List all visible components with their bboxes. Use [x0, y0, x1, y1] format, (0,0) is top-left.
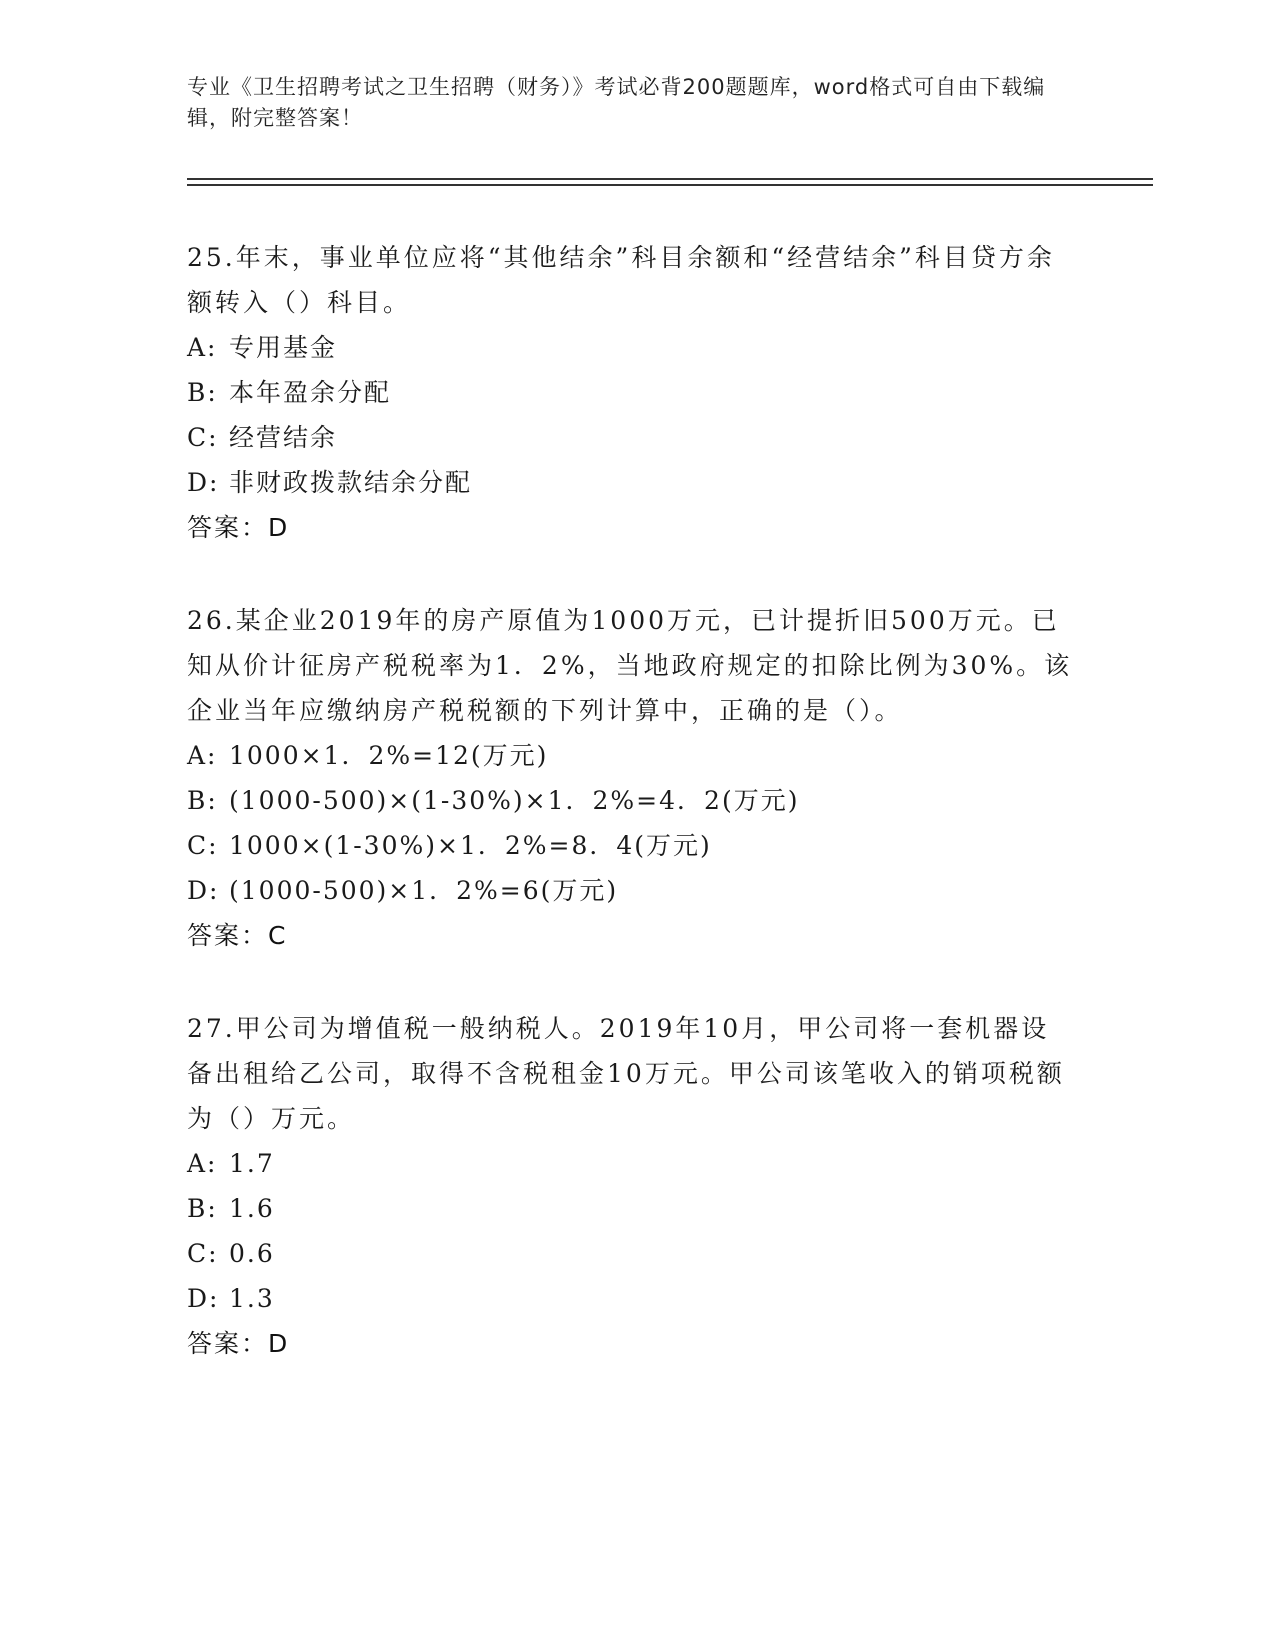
header-divider-bottom: [187, 184, 1153, 186]
option-key: A:: [187, 1149, 218, 1178]
option-text: 1.7: [229, 1149, 275, 1178]
option-text: 本年盈余分配: [229, 378, 392, 407]
option-text: (1000-500)×(1-30%)×1．2%=4．2(万元): [229, 786, 800, 815]
option-c: [187, 1231, 1077, 1276]
option-text: 非财政拨款结余分配: [229, 468, 473, 497]
option-key: B:: [187, 786, 218, 815]
option-key: D:: [187, 468, 220, 497]
option-d: [187, 868, 1077, 913]
option-c: [187, 823, 1077, 868]
option-key: C:: [187, 831, 219, 860]
option-key: C:: [187, 423, 219, 452]
option-text: 经营结余: [229, 423, 338, 452]
option-key: A:: [187, 333, 218, 362]
option-key: D:: [187, 876, 220, 905]
answer-label: 答案：D: [187, 513, 290, 542]
option-a: [187, 733, 1077, 778]
option-b: [187, 370, 1077, 415]
option-text: 1000×(1-30%)×1．2%=8．4(万元): [229, 831, 712, 860]
option-c: [187, 415, 1077, 460]
option-key: D:: [187, 1284, 220, 1313]
question-26: [187, 598, 1077, 958]
answer-label: 答案：C: [187, 921, 288, 950]
option-a: [187, 325, 1077, 370]
option-text: 专用基金: [229, 333, 338, 362]
option-key: B:: [187, 378, 218, 407]
answer-label: 答案：D: [187, 1329, 290, 1358]
option-text: (1000-500)×1．2%=6(万元): [229, 876, 619, 905]
question-25: [187, 235, 1077, 550]
option-b: [187, 1186, 1077, 1231]
option-key: B:: [187, 1194, 218, 1223]
option-key: A:: [187, 741, 218, 770]
question-stem: 25.年末，事业单位应将“其他结余”科目余额和“经营结余”科目贷方余额转入（）科目。: [187, 243, 1055, 317]
header-divider-top: [187, 178, 1153, 180]
question-stem: 27.甲公司为增值税一般纳税人。2019年10月，甲公司将一套机器设备出租给乙公司，取得不含税租金10万元。甲公司该笔收入的销项税额为（）万元。: [187, 1014, 1065, 1133]
question-stem: 26.某企业2019年的房产原值为1000万元，已计提折旧500万元。已知从价计征房产税税率为1．2%，当地政府规定的扣除比例为30%。该企业当年应缴纳房产税税额的下列计算中，正确的是（）。: [187, 606, 1073, 725]
option-b: [187, 778, 1077, 823]
option-d: [187, 460, 1077, 505]
option-a: [187, 1141, 1077, 1186]
option-text: 1.6: [229, 1194, 275, 1223]
option-d: [187, 1276, 1077, 1321]
question-27: [187, 1006, 1077, 1366]
option-text: 0.6: [229, 1239, 275, 1268]
option-text: 1000×1．2%=12(万元): [229, 741, 549, 770]
document-header: 专业《卫生招聘考试之卫生招聘（财务）》考试必背200题题库，word格式可自由下载编辑，附完整答案！: [187, 75, 1046, 130]
option-text: 1.3: [229, 1284, 275, 1313]
option-key: C:: [187, 1239, 219, 1268]
